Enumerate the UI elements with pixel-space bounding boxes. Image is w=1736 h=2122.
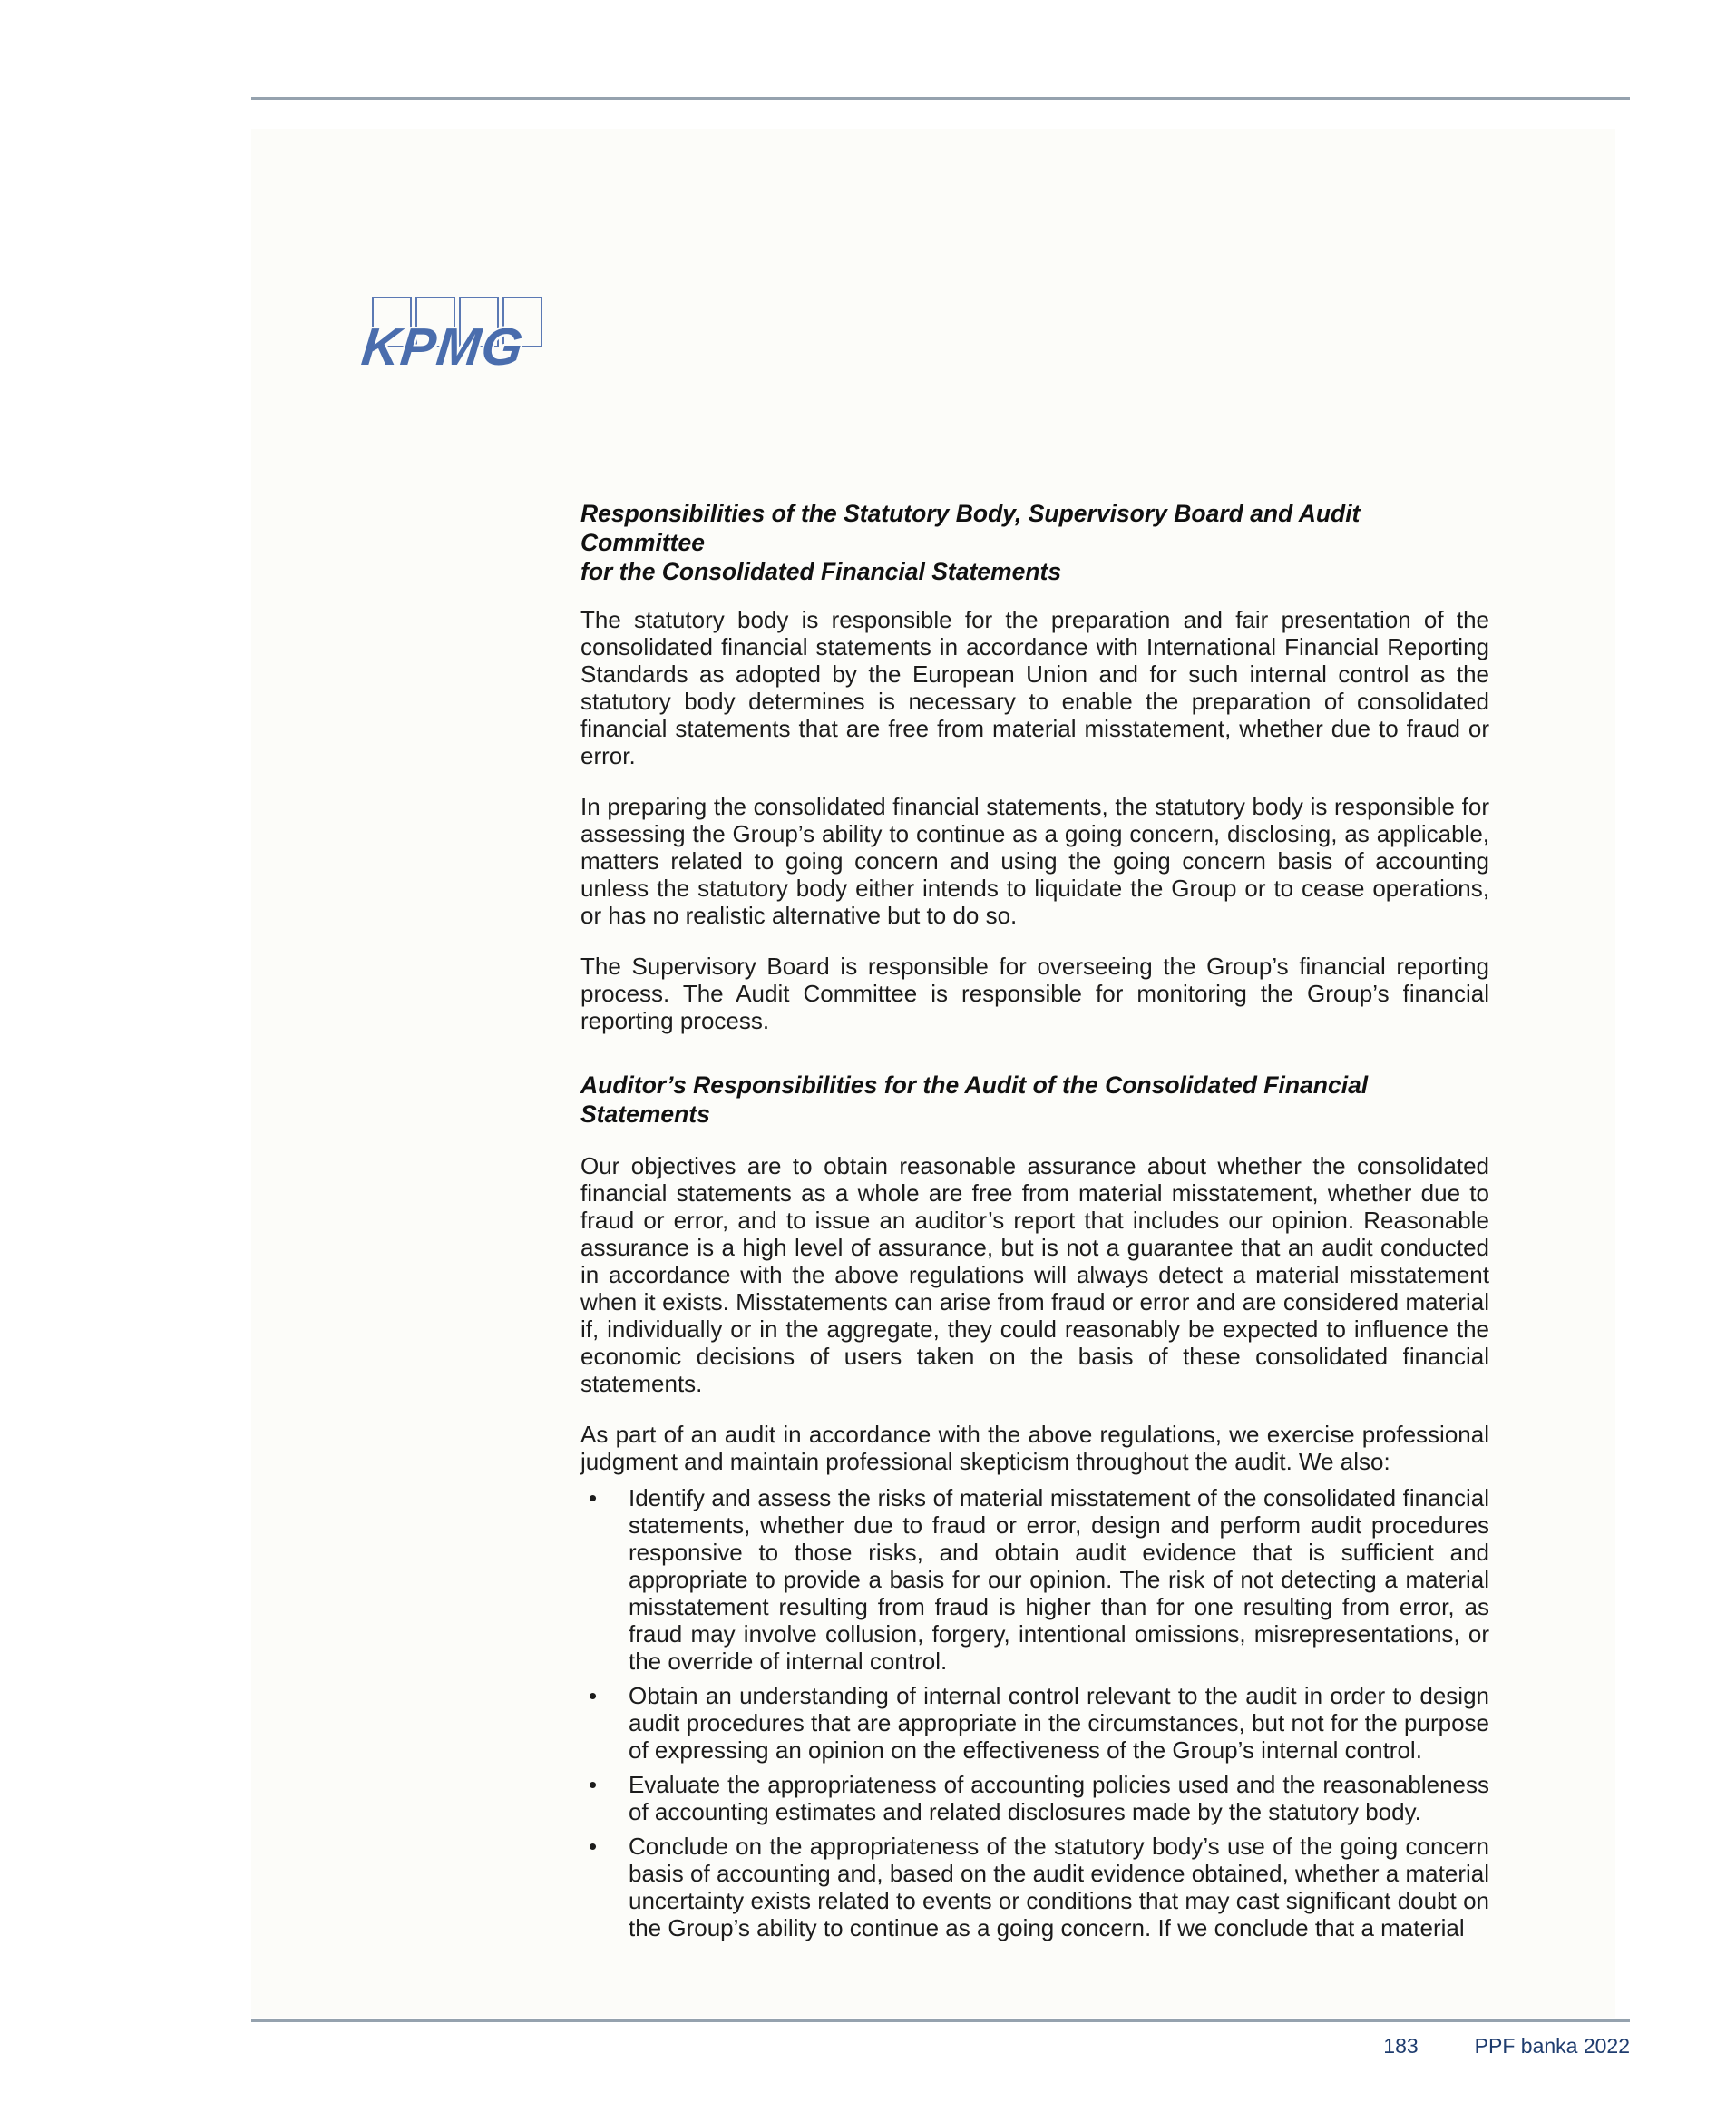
bullet-text-internal-control: Obtain an understanding of internal control relevant to the audit in order to design audit procedures that are appropriate in the circumstances, but not for the purpose of expressing an opinion on the effectiveness of the Group’s internal control.: [629, 1682, 1489, 1764]
section-heading-auditor-responsibilities: Auditor’s Responsibilities for the Audit of the Consolidated Financial Statements: [580, 1071, 1369, 1128]
paragraph-our-objectives: Our objectives are to obtain reasonable assurance about whether the consolidated financial statements as a whole are free from material misstatement, whether due to fraud or error, and to issue an auditor’s report that includes our opinion. Reasonable assurance is a high level of assurance, but is not a guarantee that an audit conducted in accordance with the above regulations will always detect a material misstatement when it exists. Misstatements can arise from fraud or error and are considered material if, individually or in the aggregate, they could reasonably be expected to influence the economic decisions of users taken on the basis of these consolidated financial statements.: [580, 1152, 1489, 1397]
bullet-text-accounting-policies: Evaluate the appropriateness of accounting policies used and the reasonableness of accounting estimates and related disclosures made by the statutory body.: [629, 1771, 1489, 1825]
list-item: [580, 1682, 1489, 1764]
list-item: [580, 1771, 1489, 1825]
paragraph-going-concern: In preparing the consolidated financial statements, the statutory body is responsible for assessing the Group’s ability to continue as a going concern, disclosing, as applicable, matters related to going concern and using the going concern basis of accounting unless the statutory body either intends to liquidate the Group or to cease operations, or has no realistic alternative but to do so.: [580, 793, 1489, 929]
kpmg-logo-wordmark: KPMG: [358, 318, 527, 376]
paragraph-supervisory-board: The Supervisory Board is responsible for overseeing the Group’s financial reporting process. The Audit Committee is responsible for monitoring the Group’s financial reporting process.: [580, 953, 1489, 1034]
kpmg-logo: [358, 297, 549, 380]
scanned-audit-letter: [251, 129, 1615, 2018]
bullet-icon: •: [589, 1833, 598, 1860]
paragraph-audit-judgment: As part of an audit in accordance with the above regulations, we exercise professional judgment and maintain professional skepticism throughout the audit. We also:: [580, 1421, 1489, 1475]
bullet-icon: •: [589, 1682, 598, 1709]
bullet-text-going-concern-conclusion: Conclude on the appropriateness of the statutory body’s use of the going concern basis of accounting and, based on the audit evidence obtained, whether a material uncertainty exists related to events or conditions that may cast significant doubt on the Group’s ability to continue as a going concern. If we conclude that a material: [629, 1833, 1489, 1941]
heading-line: for the Consolidated Financial Statements: [580, 558, 1062, 585]
section-heading-responsibilities: [580, 499, 1489, 586]
heading-line: Responsibilities of the Statutory Body, Supervisory Board and Audit Committee: [580, 500, 1361, 556]
bottom-rule: [251, 2019, 1630, 2022]
top-rule: [251, 97, 1630, 100]
brand-label: PPF banka 2022: [1474, 2034, 1630, 2058]
page-number: 183: [1383, 2034, 1419, 2058]
paragraph-statutory-body: The statutory body is responsible for the preparation and fair presentation of the consolidated financial statements in accordance with International Financial Reporting Standards as adopted by the European Union and for such internal control as the statutory body determines is necessary to enable the preparation of consolidated financial statements that are free from material misstatement, whether due to fraud or error.: [580, 606, 1489, 769]
bullet-icon: •: [589, 1771, 598, 1798]
list-item: [580, 1484, 1489, 1675]
letter-body: [580, 499, 1489, 1949]
list-item: [580, 1833, 1489, 1941]
page-footer: [1383, 2034, 1630, 2058]
bullet-text-identify-risks: Identify and assess the risks of material misstatement of the consolidated financial statements, whether due to fraud or error, design and perform audit procedures responsive to those risks, and obtain audit evidence that is sufficient and appropriate to provide a basis for our opinion. The risk of not detecting a material misstatement resulting from fraud is higher than for one resulting from error, as fraud may involve collusion, forgery, intentional omissions, misrepresentations, or the override of internal control.: [629, 1484, 1489, 1675]
bullet-icon: •: [589, 1484, 598, 1511]
